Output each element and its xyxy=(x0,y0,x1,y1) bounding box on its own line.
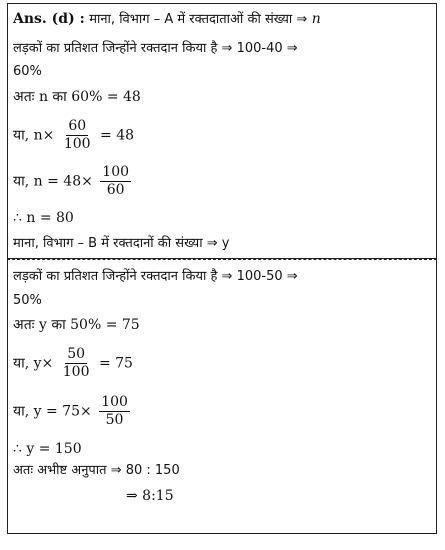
result-y: ∴ y = 150 xyxy=(13,441,82,457)
percent-value-a: 60% xyxy=(13,64,42,79)
fraction xyxy=(99,394,130,429)
eq-prefix: या, n = 48× xyxy=(13,173,93,190)
equation-n-equals xyxy=(13,164,134,199)
fraction xyxy=(62,118,93,153)
denominator: 100 xyxy=(63,136,91,152)
dept-a-donors-text: माना, विभाग – A में रक्तदाताओं की संख्या ⇒ xyxy=(89,12,308,27)
numerator: 100 xyxy=(101,394,128,410)
equation-fraction-60-100 xyxy=(13,118,134,153)
fraction xyxy=(61,346,92,381)
percent-boys-line-b: लड़कों का प्रतिशत जिन्होंने रक्तदान किया है ⇒ 100-50 ⇒ xyxy=(13,269,298,284)
percent-value-b: 50% xyxy=(13,293,42,308)
answer-line xyxy=(13,10,321,29)
fraction xyxy=(100,164,131,199)
final-ratio: ⇒ 8:15 xyxy=(126,488,174,504)
answer-label: Ans. (d) : xyxy=(13,11,85,27)
percent-boys-line-a: लड़कों का प्रतिशत जिन्होंने रक्तदान किया है ⇒ 100-40 ⇒ xyxy=(13,41,298,56)
equation-y-50-percent: अतः y का 50% = 75 xyxy=(13,317,140,333)
equation-fraction-50-100 xyxy=(13,346,133,381)
denominator: 100 xyxy=(62,364,90,380)
denominator: 50 xyxy=(105,412,124,428)
numerator: 50 xyxy=(67,346,86,362)
equation-n-60-percent: अतः n का 60% = 48 xyxy=(13,89,141,105)
dept-b-donors-text: माना, विभाग – B में रक्तदानों की संख्या ⇒ y xyxy=(13,236,230,251)
eq-prefix: या, y = 75× xyxy=(13,403,92,420)
eq-prefix: या, y× xyxy=(13,355,54,372)
result-n: ∴ n = 80 xyxy=(13,210,74,226)
eq-prefix: या, n× xyxy=(13,127,55,144)
eq-suffix: = 75 xyxy=(98,355,133,372)
equation-y-equals xyxy=(13,394,133,429)
solution-box-part-2 xyxy=(7,259,437,534)
variable-n: n xyxy=(311,11,321,27)
solution-box-part-1 xyxy=(7,3,437,259)
numerator: 60 xyxy=(68,118,87,134)
denominator: 60 xyxy=(106,182,125,198)
eq-suffix: = 48 xyxy=(100,127,135,144)
numerator: 100 xyxy=(102,164,130,180)
required-ratio-line: अतः अभीष्ट अनुपात ⇒ 80 : 150 xyxy=(13,463,180,478)
